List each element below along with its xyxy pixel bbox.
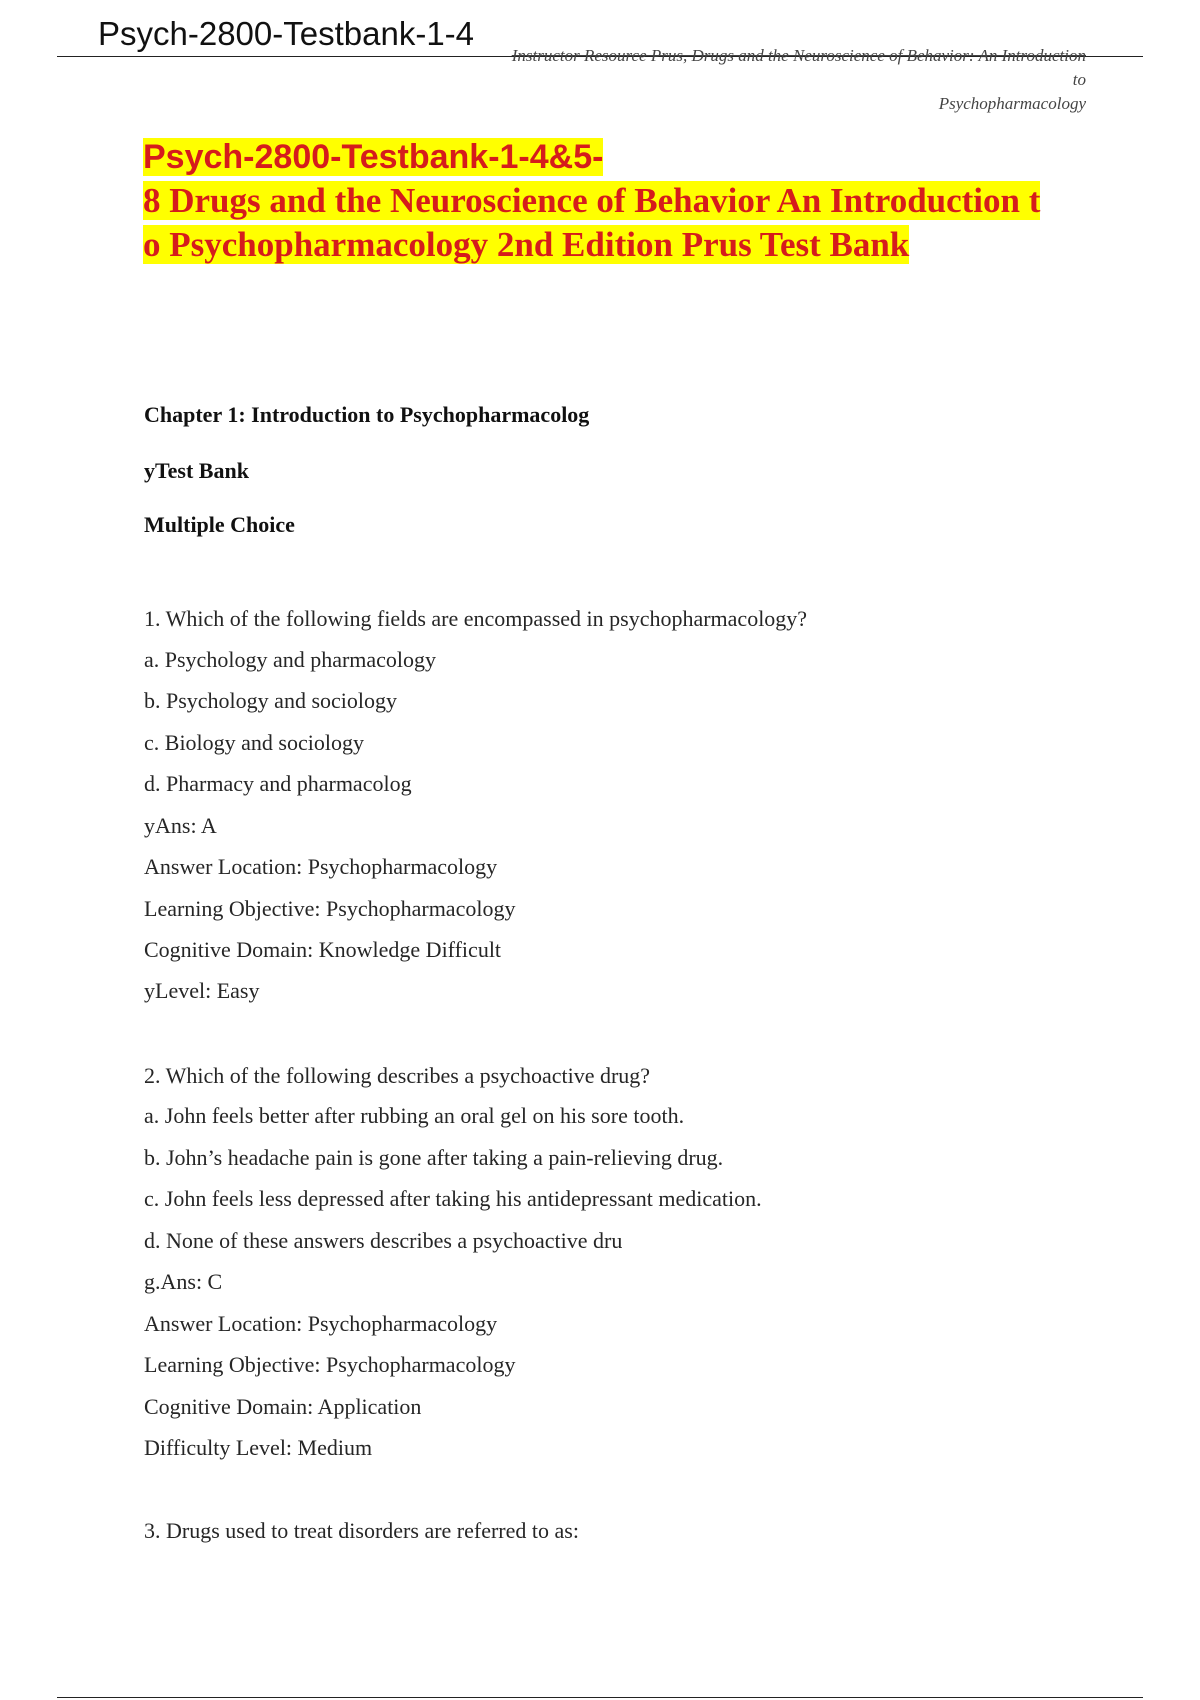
question-1-stem: 1. Which of the following fields are encompassed in psychopharmacology?	[144, 606, 808, 631]
headline-line-2: 8 Drugs and the Neuroscience of Behavior An Introduction t	[143, 181, 1041, 220]
running-header-line-2: to	[1072, 70, 1086, 89]
question-2-level: Difficulty Level: Medium	[144, 1435, 373, 1460]
running-header	[366, 44, 1086, 116]
question-1-option-c: c. Biology and sociology	[144, 730, 364, 755]
multiple-choice-subheading: Multiple Choice	[144, 512, 295, 537]
question-2-option-d: d. None of these answers describes a psychoactive dru	[144, 1228, 623, 1253]
question-1-answer: yAns: A	[144, 813, 217, 838]
question-1-learning-objective: Learning Objective: Psychopharmacology	[144, 896, 516, 921]
question-2-stem: 2. Which of the following describes a psychoactive drug?	[144, 1063, 651, 1088]
question-1-cognitive-domain: Cognitive Domain: Knowledge Difficult	[144, 937, 502, 962]
question-2-option-b: b. John’s headache pain is gone after taking a pain-relieving drug.	[144, 1145, 724, 1170]
question-1-level: yLevel: Easy	[144, 978, 260, 1003]
question-2-answer-location: Answer Location: Psychopharmacology	[144, 1311, 498, 1336]
question-1-answer-location: Answer Location: Psychopharmacology	[144, 854, 498, 879]
question-2-cognitive-domain: Cognitive Domain: Application	[144, 1394, 422, 1419]
test-bank-subheading: yTest Bank	[144, 458, 249, 483]
headline-line-1: Psych-2800-Testbank-1-4&5-	[143, 138, 604, 176]
question-1-option-a: a. Psychology and pharmacology	[144, 647, 437, 672]
chapter-heading: Chapter 1: Introduction to Psychopharmacolog	[144, 402, 590, 427]
question-2-learning-objective: Learning Objective: Psychopharmacology	[144, 1352, 516, 1377]
highlighted-headline	[143, 135, 1103, 267]
question-1-option-d: d. Pharmacy and pharmacolog	[144, 771, 412, 796]
headline-line-3: o Psychopharmacology 2nd Edition Prus Test Bank	[143, 225, 910, 264]
question-1-option-b: b. Psychology and sociology	[144, 688, 397, 713]
question-3-stem: 3. Drugs used to treat disorders are referred to as:	[144, 1518, 579, 1543]
question-2-option-a: a. John feels better after rubbing an oral gel on his sore tooth.	[144, 1103, 685, 1128]
question-2-option-c: c. John feels less depressed after taking his antidepressant medication.	[144, 1186, 762, 1211]
running-header-line-1: Instructor Resource Prus, Drugs and the Neuroscience of Behavior: An Introduction	[511, 46, 1086, 65]
running-header-line-3: Psychopharmacology	[938, 94, 1086, 113]
footer-divider	[57, 1697, 1143, 1698]
document-title: Psych-2800-Testbank-1-4	[98, 15, 475, 52]
question-2-answer: g.Ans: C	[144, 1269, 223, 1294]
